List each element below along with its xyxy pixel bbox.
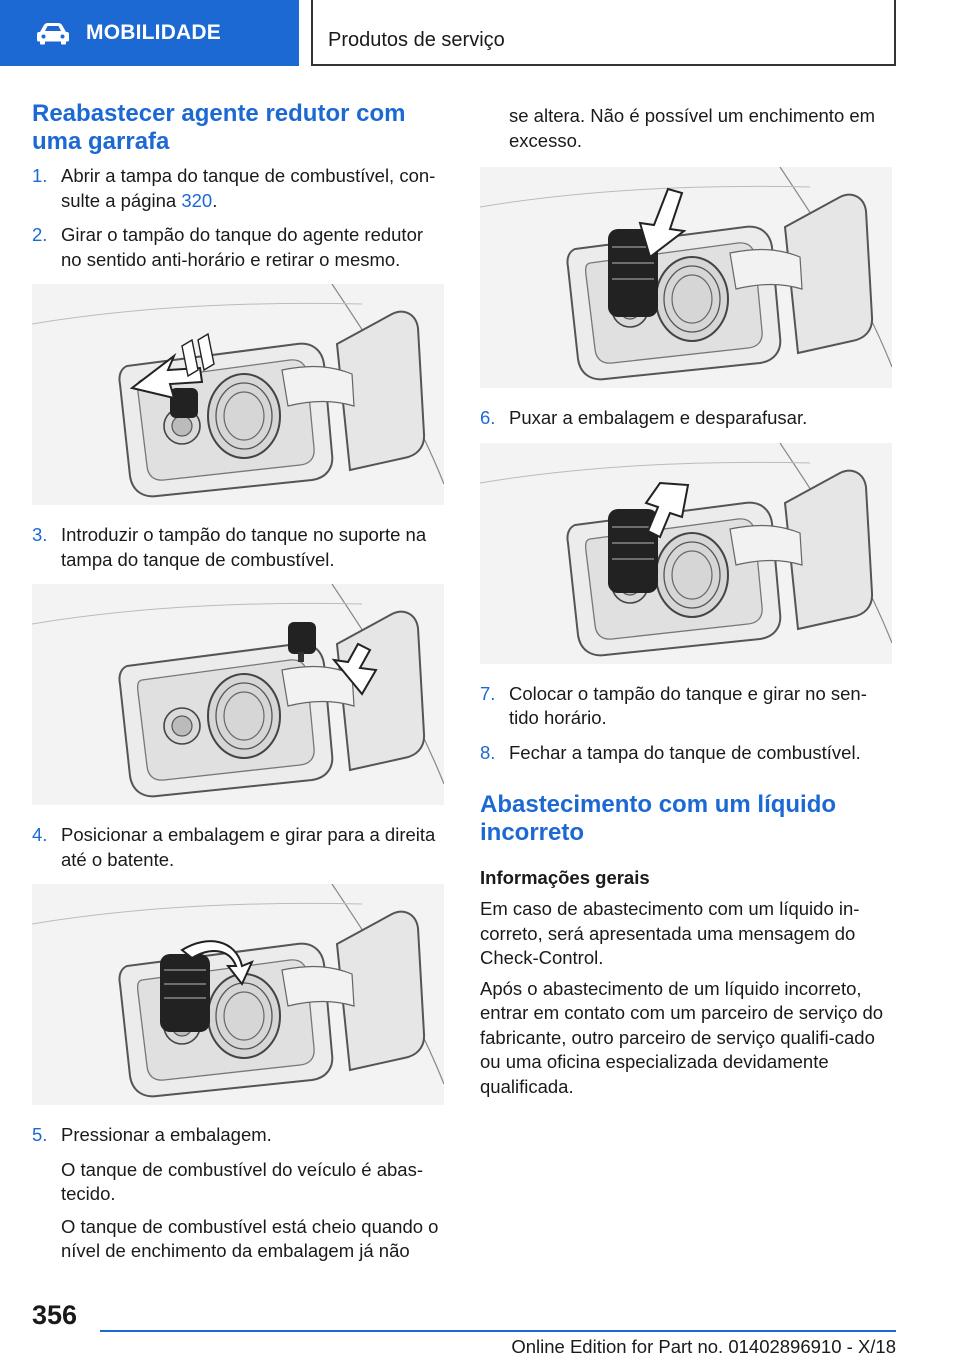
step-text-part: Abrir a tampa do tanque de combustível, con-sulte a página: [61, 165, 436, 211]
step-number: 3.: [32, 524, 48, 545]
step-text: Colocar o tampão do tanque e girar no sen-tido horário.: [509, 682, 867, 728]
header-section-tab[interactable]: [0, 0, 299, 66]
step-1: [32, 164, 444, 213]
illustration-remove-bottle: [480, 443, 892, 664]
step-text: [61, 164, 444, 213]
cap-shape: [170, 388, 198, 418]
chapter-header: [311, 0, 896, 66]
step-number: 8.: [480, 741, 496, 763]
left-column: [32, 100, 444, 1272]
step-3: [32, 523, 444, 572]
step-number: 1.: [32, 165, 48, 186]
step-5-continued: se altera. Não é possível um enchimento em excesso.: [509, 105, 876, 151]
step-text: Posicionar a embalagem e girar para a direita até o batente.: [61, 824, 436, 870]
step-number: 5.: [32, 1124, 48, 1145]
step-text: Girar o tampão do tanque do agente redutor no sentido anti-horário e retirar o mesmo.: [61, 224, 424, 270]
step-5-note: O tanque de combustível está cheio quando o nível de enchimento da embalagem já não: [61, 1215, 439, 1261]
car-icon: [36, 21, 70, 45]
subheading: Informações gerais: [480, 867, 650, 888]
step-text: Fechar a tampa do tanque de combustível.: [509, 741, 861, 763]
page-number: 356: [32, 1300, 78, 1330]
step-6: [480, 406, 892, 431]
step-4: [32, 823, 444, 872]
cap-shape: [288, 622, 316, 654]
step-5-note: O tanque de combustível do veículo é abas-tecido.: [61, 1158, 423, 1204]
footer-edition: Online Edition for Part no. 01402896910 - X/18: [511, 1336, 896, 1357]
section-title: MOBILIDADE: [86, 21, 221, 44]
page-link[interactable]: 320: [181, 189, 213, 211]
step-text: Introduzir o tampão do tanque no suporte na tampa do tanque de combustível.: [61, 524, 427, 570]
illustration-remove-cap: [32, 284, 444, 505]
step-7: [480, 682, 892, 731]
step-5: [32, 1123, 444, 1148]
step-text-part: .: [212, 189, 218, 211]
paragraph: Após o abastecimento de um líquido incorreto, entrar em contato com um parceiro de serviço do fabricante, outro parceiro de serviço qualifi-cado ou uma oficina especializada devidamente qualificada.: [480, 977, 884, 1097]
step-number: 7.: [480, 682, 496, 704]
footer-divider: [100, 1330, 896, 1332]
section-heading: Abastecimento com um líquido incorreto: [480, 791, 837, 846]
step-number: 6.: [480, 407, 496, 428]
step-2: [32, 223, 444, 272]
step-8: [480, 741, 892, 766]
step-text: Puxar a embalagem e desparafusar.: [509, 407, 808, 428]
step-text: Pressionar a embalagem.: [61, 1124, 272, 1145]
section-heading: Reabastecer agente redutor com uma garrafa: [32, 100, 406, 155]
step-number: 4.: [32, 824, 48, 845]
chapter-title: Produtos de serviço: [328, 29, 505, 51]
bottle-shape: [160, 954, 210, 1032]
step-number: 2.: [32, 224, 48, 245]
illustration-position-bottle: [32, 884, 444, 1105]
bottle-shape: [608, 509, 658, 593]
illustration-stow-cap: [32, 584, 444, 805]
illustration-bottle-inserted: [480, 167, 892, 388]
right-column: [480, 100, 892, 1099]
paragraph: Em caso de abastecimento com um líquido in-correto, será apresentada uma mensagem do Check-Control.: [480, 898, 860, 968]
